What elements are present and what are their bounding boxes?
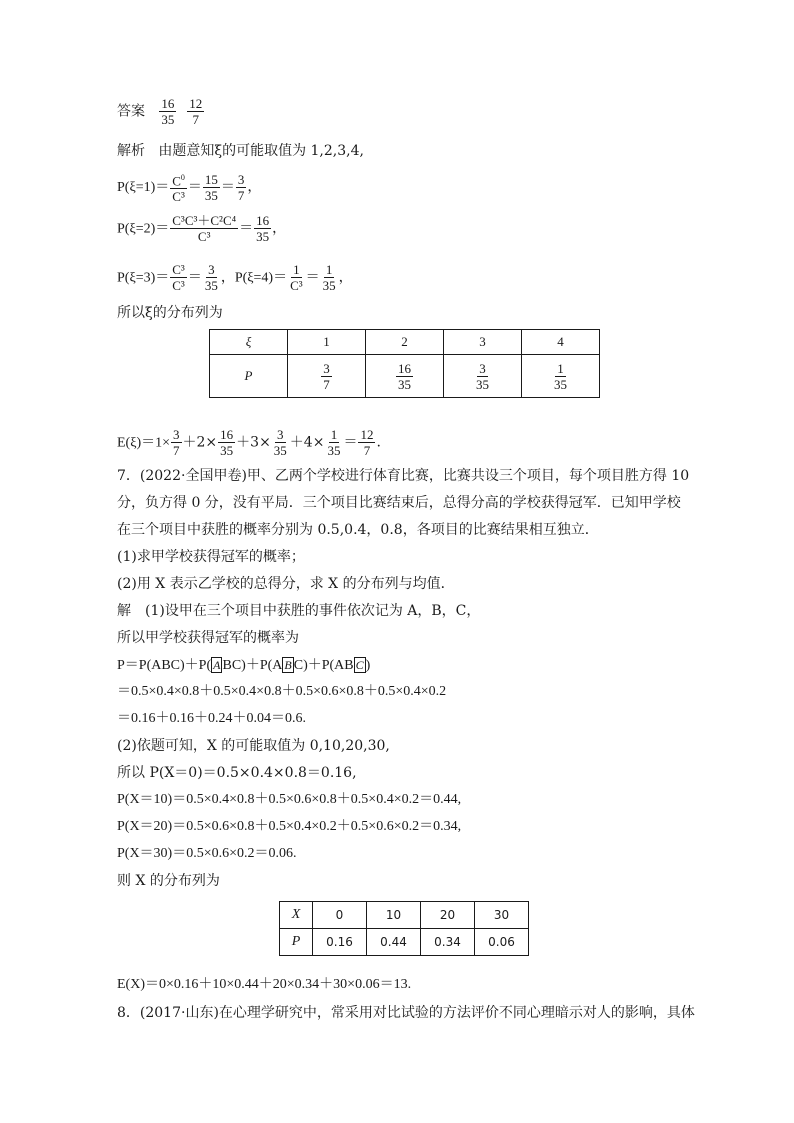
table-cell: 20 [421,902,475,929]
prob-xi-2: P(ξ=2)＝ $\frac{\text{C³C³＋C²C⁴}}{\text{C³}}$ ＝ $\frac{16}{35}$ ， [117,213,287,244]
table-cell: ξ [210,330,288,355]
table-cell: 0.44 [367,929,421,956]
q7-sub-2: (2)用 X 表示乙学校的总得分，求 X 的分布列与均值． [117,576,455,592]
table-cell: 0.06 [475,929,529,956]
solution-line-7: 所以 P(X＝0)＝0.5×0.4×0.8＝0.16, [117,765,357,781]
solution-line-9: P(X＝20)＝0.5×0.6×0.8＋0.5×0.4×0.2＋0.5×0.6×0.2＝0.34, [117,819,462,834]
q7-line-2: 分，负方得 0 分，没有平局．三个项目比赛结束后，总得分高的学校获得冠军．已知甲学校 [117,495,681,511]
q7-line-3: 在三个项目中获胜的概率分别为 0.5,0.4，0.8，各项目的比赛结果相互独立． [117,522,599,538]
table-cell: 4 [522,330,600,355]
q7-sub-1: (1)求甲学校获得冠军的概率； [117,549,305,565]
table-cell: 2 [366,330,444,355]
complement-c: C [355,658,364,672]
solution-line-8: P(X＝10)＝0.5×0.4×0.8＋0.5×0.6×0.8＋0.5×0.4×0.2＝0.44, [117,792,462,807]
solution-line-2: 所以甲学校获得冠军的概率为 [117,630,299,646]
complement-b: B [284,658,292,672]
table-cell: $\frac{3}{7}$ [288,355,366,398]
prob-xi-3-4: P(ξ=3)＝ $\frac{\text{C³}}{\text{C³}}$ ＝ $\frac{3}{35}$ ，P(ξ=4)＝ $\frac{1}{\text{C³}}$ ＝ $\frac{1}{35}$ ， [117,262,353,293]
table-cell: $\frac{16}{35}$ [366,355,444,398]
complement-a: A [213,658,221,672]
table-cell: 1 [288,330,366,355]
expectation-x: E(X)＝0×0.16＋10×0.44＋20×0.34＋30×0.06＝13. [117,977,412,992]
table-cell: 0 [313,902,367,929]
analysis-intro: 解析 由题意知ξ的可能取值为 1,2,3,4, [117,143,364,159]
table-cell: 0.34 [421,929,475,956]
solution-line-5: ＝0.16＋0.16＋0.24＋0.04＝0.6. [117,711,306,726]
table-cell: 30 [475,902,529,929]
table-cell: 3 [444,330,522,355]
table-cell: $\frac{1}{35}$ [522,355,600,398]
table-cell: P [280,929,313,956]
distribution-table-x [279,901,529,956]
solution-line-11: 则 X 的分布列为 [117,873,220,889]
solution-line-3: P＝P(ABC)＋P( A BC)＋P(A B C)＋P(AB C ) [117,658,371,673]
answer-fraction-1: $\frac{16}{35}$ [161,96,175,127]
answer-line [117,96,205,127]
expectation-xi: E(ξ)＝1× $\frac{3}{7}$ ＋2× $\frac{16}{35}$ ＋3× $\frac{3}{35}$ ＋4× $\frac{1}{35}$ ＝ $\frac{12}{7}$ . [117,427,381,458]
table-cell: X [280,902,313,929]
prob-xi-1: P(ξ=1)＝ $\frac{C^0}{\text{C³}}$ ＝ $\frac{15}{35}$ ＝ $\frac{3}{7}$ ， [117,171,262,205]
table-cell: P [210,355,288,398]
solution-line-1: 解 (1)设甲在三个项目中获胜的事件依次记为 A，B，C， [117,603,481,619]
dist-intro: 所以ξ的分布列为 [117,305,223,321]
q7-line-1: 7．(2022·全国甲卷)甲、乙两个学校进行体育比赛，比赛共设三个项目，每个项目胜方得 10 [117,468,690,484]
table-cell: 0.16 [313,929,367,956]
table-cell: 10 [367,902,421,929]
solution-line-4: ＝0.5×0.4×0.8＋0.5×0.4×0.8＋0.5×0.6×0.8＋0.5×0.4×0.2 [117,684,447,699]
distribution-table-xi [209,329,600,398]
solution-line-6: (2)依题可知，X 的可能取值为 0,10,20,30, [117,738,390,754]
q8-line-1: 8．(2017·山东)在心理学研究中，常采用对比试验的方法评价不同心理暗示对人的影响，具体 [117,1005,695,1021]
answer-fraction-2: $\frac{12}{7}$ [189,96,203,127]
answer-label: 答案 [117,103,145,120]
solution-line-10: P(X＝30)＝0.5×0.6×0.2＝0.06. [117,846,297,861]
table-cell: $\frac{3}{35}$ [444,355,522,398]
